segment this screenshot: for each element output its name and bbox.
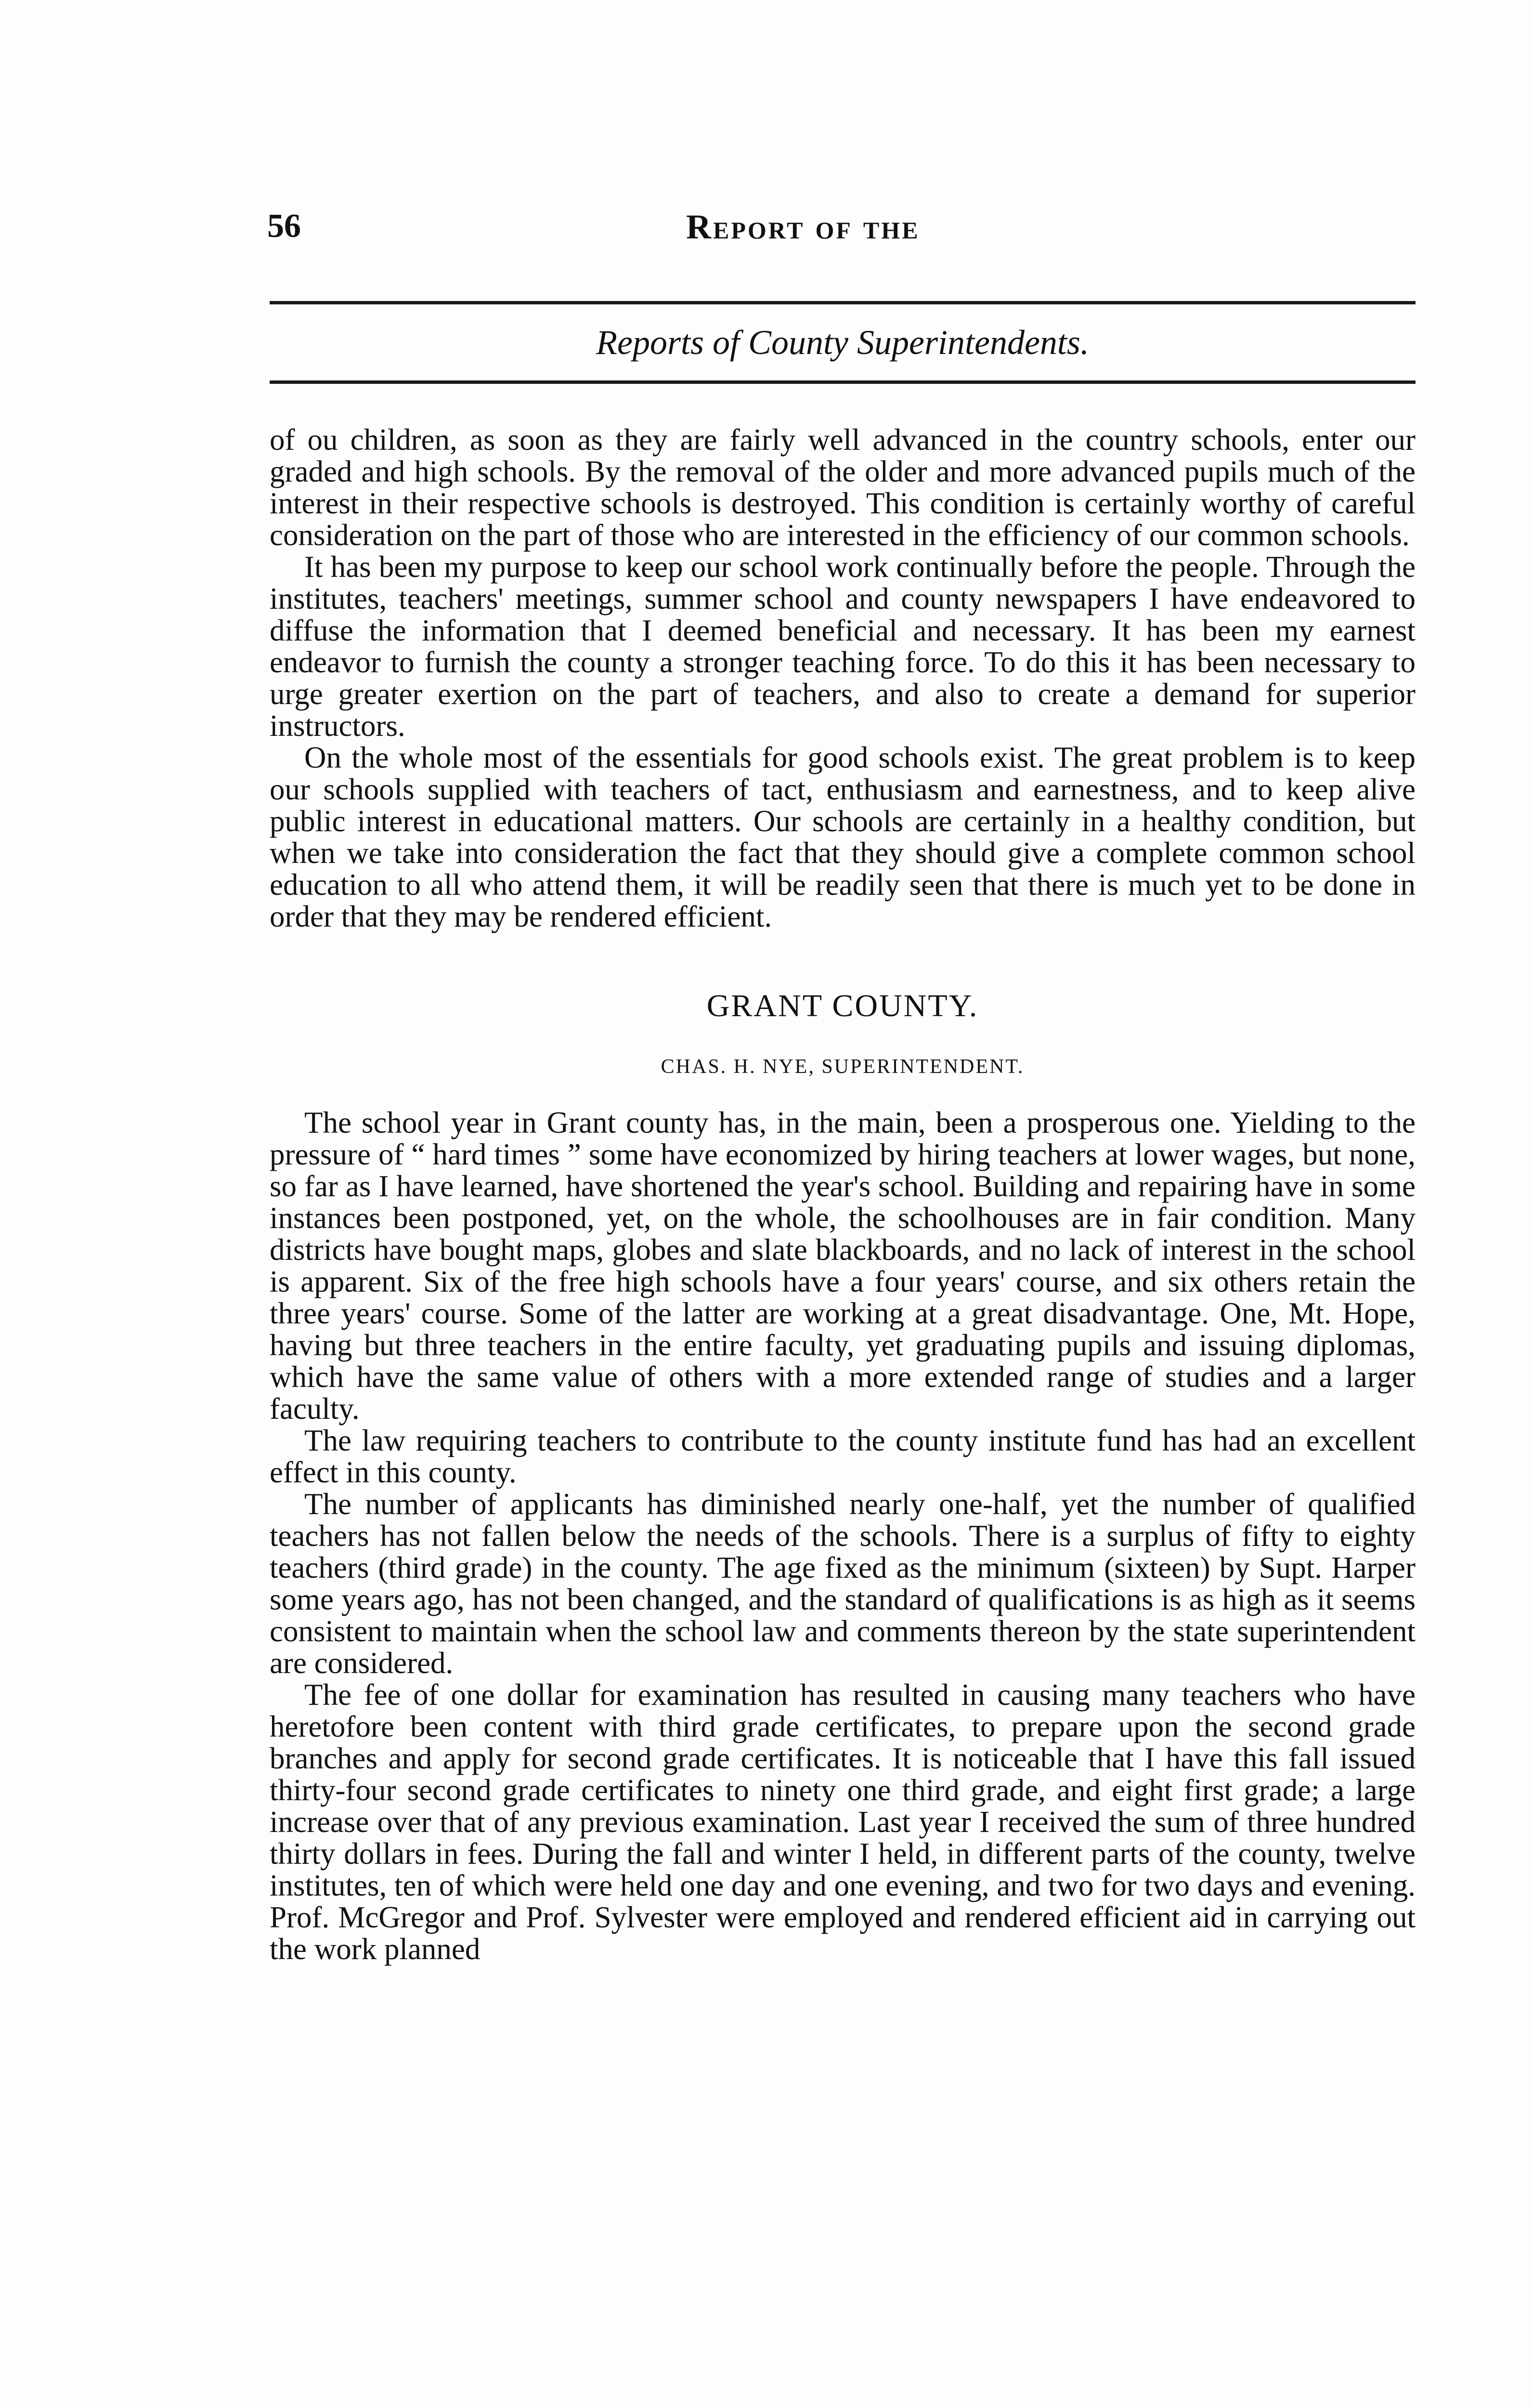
header-rule-bottom xyxy=(270,380,1416,384)
superintendent-line: CHAS. H. NYE, SUPERINTENDENT. xyxy=(661,1056,1025,1078)
county-heading: GRANT COUNTY. xyxy=(706,988,979,1023)
paragraph: On the whole most of the essentials for good schools exist. The great problem is to keep our schools supplied with teachers of tact, enthusiasm and earnestness, and to keep alive public interest in educational matters. Our schools are certainly in a healthy condition, but when we take into consideration the fact that they should give a complete common school education to all who attend them, it will be readily seen that there is much yet to be done in order that they may be rendered efficient. xyxy=(270,741,1416,933)
page-number: 56 xyxy=(267,208,301,245)
running-head: Report of the xyxy=(686,208,920,246)
paragraph: of ou children, as soon as they are fairly well advanced in the country schools, enter our graded and high schools. By the removal of the older and more advanced pupils much of the interest in their respective schools is destroyed. This condition is certainly worthy of careful consideration on the part of those who are interested in the efficiency of our common schools. xyxy=(270,423,1416,552)
body-text xyxy=(270,424,1416,1965)
paragraph: The fee of one dollar for examination has resulted in causing many teachers who have heretofore been content with third grade certificates, to prepare upon the second grade branches and apply for second grade certificates. It is noticeable that I have this fall issued thirty-four second grade certificates to ninety one third grade, and eight first grade; a large increase over that of any previous examination. Last year I received the sum of three hundred thirty dollars in fees. During the fall and winter I held, in different parts of the county, twelve institutes, ten of which were held one day and one evening, and two for two days and evening. Prof. McGregor and Prof. Sylvester were employed and rendered efficient aid in carrying out the work planned xyxy=(270,1678,1416,1966)
paragraph: The number of applicants has diminished nearly one-half, yet the number of qualified teachers has not fallen below the needs of the schools. There is a surplus of fifty to eighty teachers (third grade) in the county. The age fixed as the minimum (sixteen) by Supt. Harper some years ago, has not been changed, and the standard of qualifications is as high as it seems consistent to maintain when the school law and comments thereon by the state superintendent are considered. xyxy=(270,1487,1416,1680)
paragraph: It has been my purpose to keep our school work continually before the people. Through the institutes, teachers' meetings, summer school and county newspapers I have endeavored to diffuse the information that I deemed beneficial and necessary. It has been my earnest endeavor to furnish the county a stronger teaching force. To do this it has been necessary to urge greater exertion on the part of teachers, and also to create a demand for superior instructors. xyxy=(270,550,1416,743)
page-header xyxy=(267,202,1413,255)
paragraph: The law requiring teachers to contribute to the county institute fund has had an excellent effect in this county. xyxy=(270,1424,1416,1489)
section-title: Reports of County Superintendents. xyxy=(596,323,1089,362)
paragraph: The school year in Grant county has, in the main, been a prosperous one. Yielding to the pressure of “ hard times ” some have economized by hiring teachers at lower wages, but none, so far as I have learned, have shortened the year's school. Building and repairing have in some instances been postponed, yet, on the whole, the schoolhouses are in fair condition. Many districts have bought maps, globes and slate blackboards, and no lack of interest in the school is apparent. Six of the free high schools have a four years' course, and six others retain the three years' course. Some of the latter are working at a great disadvantage. One, Mt. Hope, having but three teachers in the entire faculty, yet graduating pupils and issuing diplomas, which have the same value of others with a more extended range of studies and a larger faculty. xyxy=(270,1106,1416,1426)
header-rule-top xyxy=(270,301,1416,304)
